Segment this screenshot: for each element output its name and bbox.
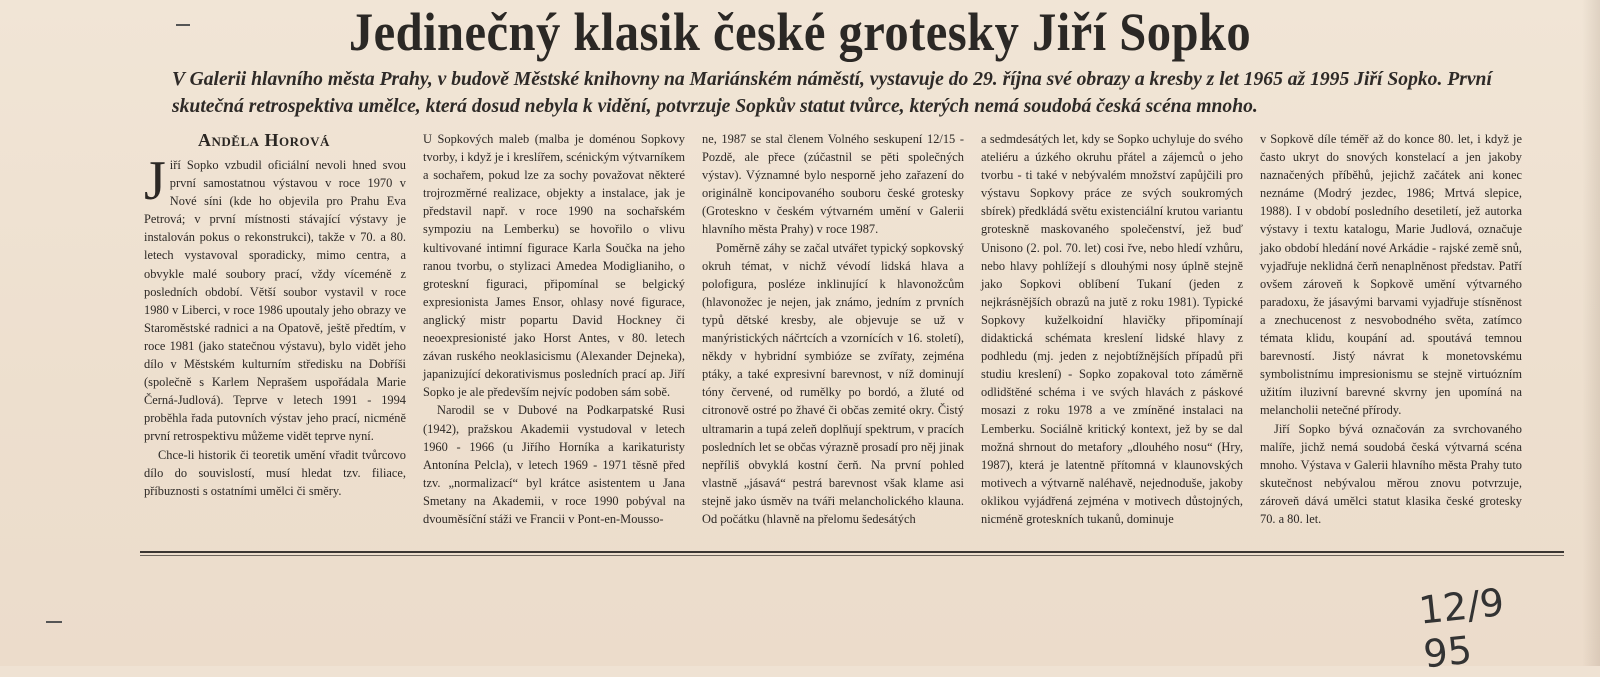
article-lead: V Galerii hlavního města Prahy, v budově Městské knihovny na Mariánském náměstí, vystavuje do 29. října své obrazy a kresby z let 1965 až 1995 Jiří Sopko. První skutečná retrospektiva umělce, která dosud nebyla k vidění, potvrzuje Sopkův statut tvůrce, kterých nemá soudobá česká scéna mnoho. (172, 69, 1492, 117)
paragraph: Chce-li historik či teoretik umění vřadit tvůrcovo dílo do souvislostí, musí hledat tzv. filiace, příbuznosti s ostatními umělci či směry. (144, 447, 406, 498)
article-column-3 (702, 130, 964, 528)
bottom-rule (140, 551, 1564, 553)
paragraph: Poměrně záhy se začal utvářet typický sopkovský okruh témat, v nichž vévodí lidská hlava a polofigura, posléze inklinující k hlavonožcům (hlavonožec je nejen, jak známo, jedním z prvních typů dětské kresby, ale objevuje se už v manýristických náčrtcích a vzornících v 16. století), někdy v hybridní symbióze se zvířaty, zejména ptáky, a také expresivní barevnost, v níž dominují tóny červené, od rumělky po bordó, a žluté od citronově ostré po žhavé či občas zemité okry. Čistý ultramarin a tupá zeleň doplňují spektrum, v pracích posledních let se občas výrazně prosadí pro něj jinak nepříliš obvyklá kostní čerň. Na první pohled vlastně „jásavá“ pestrá barevnost však klame asi stejně jako úsměv na tváři melancholického klauna. Od počátku (hlavně na přelomu šedesátých (702, 240, 964, 526)
article-column-4 (981, 130, 1243, 528)
bottom-rule-thin (140, 555, 1564, 556)
article-author: Anděla Horová (198, 130, 330, 150)
paragraph: Jiří Sopko vzbudil oficiální nevoli hned svou první samostatnou výstavou v roce 1970 v Nové síni (kde ho objevila pro Prahu Eva Petrová; v první místnosti stávající výstavy je instalován pokus o rekonstrukci), takže v 70. a 80. letech vystavoval sporadicky, mimo centra, a obvykle malé soubory prací, vždy víceméně z posledních období. Větší soubor vystavil v roce 1980 v Liberci, v roce 1986 upoutaly jeho obrazy ve Staroměstské radnici a na Opatově, ještě předtím, v roce 1981 (jako statečnou výstavu), bylo vidět jeho dílo v Městském kulturním středisku na Dobříši (společně s Karlem Neprašem uspořádala Marie Černá-Judlová). Teprve v letech 1991 - 1994 proběhla řada putovních výstav jeho prací, nicméně první retrospektivu můžeme vidět teprve nyní. (144, 150, 406, 444)
paragraph: Jiří Sopko bývá označován za svrchovaného malíře, jichž nemá soudobá česká výtvarná scéna mnoho. Výstava v Galerii hlavního města Prahy tuto skutečnost nebývalou měrou znovu potvrzuje, zároveň dává umělci statut klasika české grotesky 70. a 80. let. (1260, 421, 1522, 526)
margin-dash (46, 621, 62, 623)
paper-edge-shadow (1582, 0, 1600, 666)
paragraph: Narodil se v Dubové na Podkarpatské Rusi (1942), pražskou Akademii vystudoval v letech 1960 - 1966 (u Jiřího Horníka a karikaturisty Antonína Pelcla), v letech 1969 - 1971 těsně před tzv. „normalizací“ byl krátce asistentem u Jana Smetany na Akademii, v roce 1990 pobýval na dvouměsíční stáži ve Francii v Pont-en-Mousso- (423, 403, 685, 526)
article-column-5 (1260, 130, 1522, 528)
paragraph: v Sopkově díle téměř až do konce 80. let, i když je často ukryt do snových konstelací a jen jakoby naznačených příběhů, jejichž začátek ani konec neznáme (Modrý jezdec, 1986; Mrtvá slepice, 1988). I v období posledního desetiletí, jež autorka výstavy i textu katalogu, Marie Judlová, označuje jako období hledání nové Arkádie - rajské země snů, vyjadřuje neklidná čerň nenaplněnost představ. Patří ovšem zároveň k Sopkově umění výtvarného paradoxu, že jásavými barvami vyjadřuje stísněnost a znechucenost z nesvobodného světa, zatímco témata klidu, koupání ad. spoutává temnou barevností. Jistý návrat k monetovskému symbolistnímu impresionismu se stejně virtuózním užitím iluzivní barevné skvrny jen upomíná na melancholii netečné přírody. (1260, 132, 1522, 418)
article-headline: Jedinečný klasik české grotesky Jiří Sopko (348, 2, 1252, 62)
article-column-2 (423, 130, 685, 528)
dropcap: J (144, 150, 166, 212)
paragraph: U Sopkových maleb (malba je doménou Sopkovy tvorby, i když je i kreslířem, scénickým výtvarníkem a sochařem, pokud lze za sochy považovat některé trojrozměrné realizace, objekty a instalace, jak je představil např. v roce 1990 na sochařském sympoziu na Lemberku) se hovořilo o vlivu kultivované intimní figurace Karla Součka na jeho ranou tvorbu, o stylizaci Amedea Modiglianiho, o groteskní figuraci, připomínal se belgický expresionista James Ensor, ohlasy nové figurace, anglický mistr popartu David Hockney či neoexpresionisté jako Horst Antes, v 80. letech závan ruského neoklasicismu (Alexander Dejneka), japanizující dekorativismus posledních prací ap. Jiří Sopko je ale především nejvíc podoben sám sobě. (423, 132, 685, 400)
paragraph: a sedmdesátých let, kdy se Sopko uchyluje do svého ateliéru a úzkého okruhu přátel a zájemců o jeho tvorbu - ti také v nebývalém množství zapůjčili pro výstavu Sopkovy práce ze svých soukromých sbírek) předkládá světu existenciální krutou variantu groteskně maskovaného společenství, jež buď Unisono (2. pol. 70. let) cosi řve, nebo hledí vzhůru, nebo hlavy pohlížejí s dlouhými nosy úplně stejně jako Sopkovi oblíbení Tukaní (jeden z nejkrásnějších obrazů na jutě z roku 1981). Typické Sopkovy kuželkoidní hlavičky připomínají didaktická schémata kreslení lidské hlavy z podhledu (mj. jeden z nejobtížnějších případů při studiu kreslení) - Sopko zopakoval toto záměrně odlidštěné schéma i ve svých hlavách z páskové mosazi z roku 1978 a ve zmíněné instalaci na Lemberku. Sociálně kritický kontext, jež by se dal možná shrnout do metafory „dlouhého nosu“ (Hry, 1987), která je latentně přítomná v klaunovských motivech a výtvarně naléhavě, nejednoduše, jakoby oklikou vyjádřená zejména v motivech důstojných, nicméně groteskních tukanů, dominuje (981, 132, 1243, 526)
handwritten-date: 12/9 95 (1416, 580, 1507, 677)
paragraph: ne, 1987 se stal členem Volného seskupení 12/15 - Pozdě, ale přece (zúčastnil se pěti společných výstav). Významné bylo nesporně jeho zařazení do originálně koncipovaného souboru české grotesky (Groteskno v českém výtvarném umění v Galerii hlavního města Prahy) v roce 1987. (702, 132, 964, 237)
article-column-1 (144, 150, 406, 500)
